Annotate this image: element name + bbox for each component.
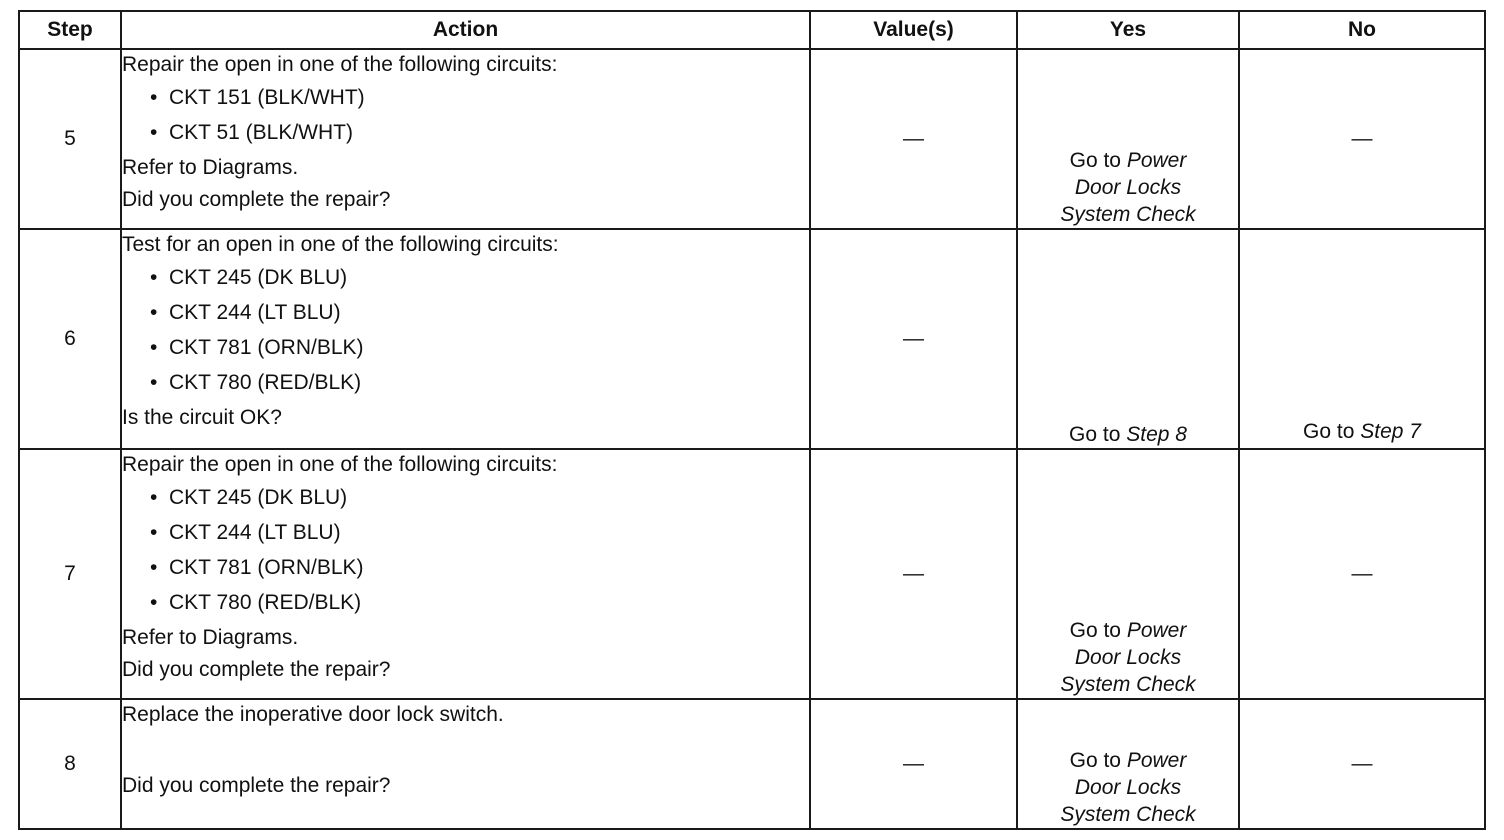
circuit-item: • CKT 244 (LT BLU): [150, 295, 809, 330]
circuit-list: [122, 480, 809, 620]
diagnostic-table: [18, 10, 1486, 830]
yes-link-door-locks[interactable]: Door Locks: [1074, 776, 1182, 799]
step-number: 6: [19, 229, 121, 449]
action-cell: [121, 449, 810, 699]
circuit-item: • CKT 245 (DK BLU): [150, 480, 809, 515]
yes-cell: [1017, 49, 1239, 229]
action-intro: Repair the open in one of the following circuits:: [122, 453, 558, 476]
table-row-step-8: [19, 699, 1485, 829]
yes-link-power[interactable]: Power: [1126, 749, 1187, 772]
circuit-item: • CKT 151 (BLK/WHT): [150, 80, 809, 115]
yes-link-door-locks[interactable]: Door Locks: [1074, 176, 1182, 199]
yes-link-power[interactable]: Power: [1126, 149, 1187, 172]
action-question: Did you complete the repair?: [122, 188, 391, 211]
yes-prefix: Go to: [1069, 619, 1127, 642]
yes-cell: [1017, 449, 1239, 699]
yes-prefix: Go to: [1069, 749, 1127, 772]
yes-prefix: Go to: [1069, 149, 1127, 172]
no-link-step-7[interactable]: Step 7: [1360, 420, 1421, 443]
circuit-item: • CKT 781 (ORN/BLK): [150, 330, 809, 365]
value-cell: —: [810, 229, 1017, 449]
yes-link-system-check[interactable]: System Check: [1060, 203, 1196, 226]
header-yes: Yes: [1017, 11, 1239, 49]
header-row: [19, 11, 1485, 49]
action-cell: [121, 229, 810, 449]
yes-link-system-check[interactable]: System Check: [1060, 803, 1196, 826]
no-cell: —: [1239, 699, 1485, 829]
circuit-list: [122, 260, 809, 400]
circuit-item: • CKT 51 (BLK/WHT): [150, 115, 809, 150]
action-intro: Replace the inoperative door lock switch.: [122, 703, 504, 726]
step-number: 7: [19, 449, 121, 699]
action-note: Refer to Diagrams.: [122, 156, 299, 179]
table-row-step-6: [19, 229, 1485, 449]
no-prefix: Go to: [1303, 420, 1361, 443]
no-cell: —: [1239, 49, 1485, 229]
no-cell: [1239, 229, 1485, 449]
circuit-item: • CKT 780 (RED/BLK): [150, 585, 809, 620]
no-cell: —: [1239, 449, 1485, 699]
yes-prefix: Go to: [1069, 423, 1127, 446]
action-question: Is the circuit OK?: [122, 406, 282, 429]
header-values: Value(s): [810, 11, 1017, 49]
yes-cell: [1017, 229, 1239, 449]
action-intro: Repair the open in one of the following circuits:: [122, 53, 558, 76]
yes-link-power[interactable]: Power: [1126, 619, 1187, 642]
yes-link-system-check[interactable]: System Check: [1060, 673, 1196, 696]
action-note: Refer to Diagrams.: [122, 626, 299, 649]
action-question: Did you complete the repair?: [122, 658, 391, 681]
yes-link-step-8[interactable]: Step 8: [1126, 423, 1187, 446]
action-cell: [121, 699, 810, 829]
circuit-item: • CKT 780 (RED/BLK): [150, 365, 809, 400]
step-number: 5: [19, 49, 121, 229]
action-intro: Test for an open in one of the following circuits:: [122, 233, 559, 256]
circuit-list: [122, 80, 809, 150]
circuit-item: • CKT 244 (LT BLU): [150, 515, 809, 550]
value-cell: —: [810, 699, 1017, 829]
table-row-step-7: [19, 449, 1485, 699]
header-no: No: [1239, 11, 1485, 49]
table-row-step-5: [19, 49, 1485, 229]
yes-cell: [1017, 699, 1239, 829]
circuit-item: • CKT 245 (DK BLU): [150, 260, 809, 295]
value-cell: —: [810, 49, 1017, 229]
action-cell: [121, 49, 810, 229]
action-question: Did you complete the repair?: [122, 774, 391, 797]
header-step: Step: [19, 11, 121, 49]
value-cell: —: [810, 449, 1017, 699]
circuit-item: • CKT 781 (ORN/BLK): [150, 550, 809, 585]
yes-link-door-locks[interactable]: Door Locks: [1074, 646, 1182, 669]
step-number: 8: [19, 699, 121, 829]
header-action: Action: [121, 11, 810, 49]
